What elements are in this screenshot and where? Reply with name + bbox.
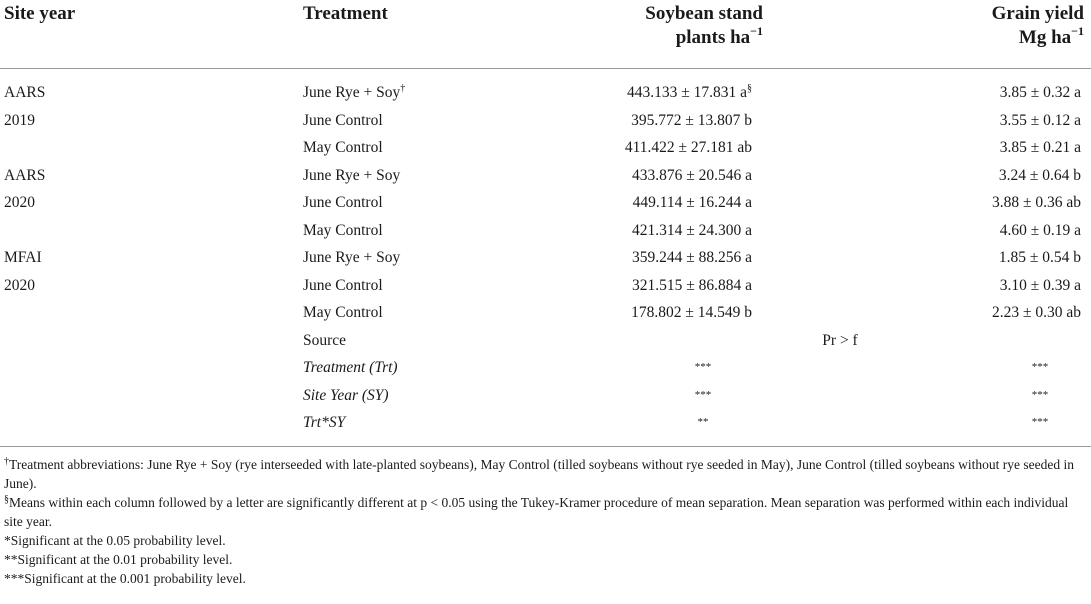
yield-cell: 4.60 ± 0.19 a: [999, 221, 1081, 239]
treatment-cell: [303, 79, 405, 106]
header-yield-line2: [900, 26, 1084, 50]
stand-cell: 411.422 ± 27.181 ab: [624, 139, 752, 156]
stand-significance: ***: [694, 361, 712, 373]
yield-cell: 3.85 ± 0.21 a: [999, 139, 1081, 156]
header-yield-line1: Grain yield: [991, 3, 1084, 24]
stand-cell: 321.515 ± 86.884 a: [631, 276, 752, 294]
treatment-cell: June Control: [303, 111, 383, 129]
dagger-mark: †: [400, 83, 406, 94]
footnote-two-star-text: Significant at the 0.01 probability level.: [17, 552, 233, 567]
footnote-mean-separation: [4, 493, 1087, 531]
yield-cell: 1.85 ± 0.54 b: [998, 249, 1081, 266]
table-bottom-divider: [0, 446, 1091, 447]
table-row: [0, 107, 1091, 134]
yield-significance: ***: [1031, 361, 1049, 373]
table-row: [0, 244, 1091, 271]
header-stand-exponent: −1: [750, 24, 763, 38]
table-row: [0, 134, 1091, 161]
footnote-two-star: [4, 550, 1087, 569]
table-row: [0, 189, 1091, 216]
site-year-cell: MFAI: [4, 249, 42, 266]
yield-significance: ***: [1031, 416, 1049, 428]
footnote-dagger-mark: †: [4, 456, 9, 467]
header-site-year: Site year: [4, 3, 76, 24]
stand-cell: [570, 79, 752, 106]
footnote-three-star-text: Significant at the 0.001 probability level.: [24, 571, 246, 586]
footnote-three-star: [4, 569, 1087, 588]
yield-cell: 2.23 ± 0.30 ab: [991, 304, 1081, 321]
treatment-cell: May Control: [303, 221, 383, 239]
treatment-cell: May Control: [303, 304, 383, 321]
header-treatment: Treatment: [303, 3, 388, 24]
treatment-cell: May Control: [303, 139, 383, 156]
footnote-one-star: [4, 531, 1087, 550]
footnote-one-star-text: Significant at the 0.05 probability level.: [10, 533, 226, 548]
yield-cell: 3.55 ± 0.12 a: [999, 111, 1081, 129]
yield-cell: 3.10 ± 0.39 a: [999, 276, 1081, 294]
header-divider: [0, 68, 1091, 69]
footnote-one-star-mark: *: [4, 533, 11, 548]
anova-source: Treatment (Trt): [303, 359, 398, 376]
anova-source: Trt*SY: [303, 414, 346, 431]
yield-significance: ***: [1031, 388, 1049, 401]
anova-header-row: [0, 327, 1091, 354]
footnote-mean-separation-text: Means within each column followed by a letter are significantly different at p < 0.05 using the Tukey-Kramer procedure of mean separation. Mean separation was performed within each individual site year.: [4, 495, 1069, 529]
source-label: Source: [303, 331, 347, 349]
footnote-three-star-mark: ***: [4, 571, 25, 586]
anova-row: [0, 409, 1091, 436]
header-yield-unit: Mg ha: [1018, 27, 1072, 48]
anova-row: [0, 354, 1091, 381]
header-soybean-stand: [560, 2, 763, 50]
footnote-two-star-mark: **: [4, 552, 18, 567]
anova-row: [0, 382, 1091, 409]
footnote-abbreviations: [4, 455, 1087, 493]
footnote-abbreviations-text: Treatment abbreviations: June Rye + Soy (rye interseeded with late-planted soybeans), May Control (tilled soybeans without rye seeded in May), June Control (tilled soybeans without rye seeded in June).: [4, 457, 1074, 491]
stand-cell: 178.802 ± 14.549 b: [631, 304, 752, 321]
site-year-cell: 2020: [4, 276, 35, 294]
table-row: [0, 79, 1091, 106]
section-mark: §: [747, 83, 752, 94]
header-stand-line1: Soybean stand: [645, 3, 763, 24]
site-year-cell: AARS: [4, 84, 46, 101]
stand-cell: 395.772 ± 13.807 b: [631, 111, 752, 129]
stand-cell: 433.876 ± 20.546 a: [631, 166, 752, 184]
treatment-cell: June Control: [303, 276, 383, 294]
site-year-cell: 2020: [4, 194, 35, 211]
site-year-cell: 2019: [4, 111, 35, 129]
table-row: [0, 217, 1091, 244]
anova-source: Site Year (SY): [303, 386, 389, 404]
treatment-text: June Rye + Soy: [303, 84, 401, 101]
header-stand-line2: [560, 26, 763, 50]
stand-significance: **: [697, 416, 709, 428]
yield-cell: 3.88 ± 0.36 ab: [991, 194, 1081, 211]
stand-cell: 421.314 ± 24.300 a: [631, 221, 752, 239]
yield-cell: 3.24 ± 0.64 b: [998, 166, 1081, 184]
header-stand-unit: plants ha: [675, 27, 751, 48]
stand-text: 443.133 ± 17.831 a: [626, 84, 747, 101]
pr-f-label: Pr > f: [822, 331, 858, 349]
footnote-section-mark: §: [4, 494, 9, 505]
site-year-cell: AARS: [4, 166, 46, 184]
table-row: [0, 162, 1091, 189]
header-grain-yield: [900, 2, 1084, 50]
header-yield-exponent: −1: [1071, 24, 1084, 38]
table-row: [0, 299, 1091, 326]
yield-cell: 3.85 ± 0.32 a: [999, 84, 1081, 101]
treatment-cell: June Rye + Soy: [303, 166, 401, 184]
treatment-cell: June Control: [303, 194, 383, 211]
stand-cell: 449.114 ± 16.244 a: [632, 194, 752, 211]
stand-cell: 359.244 ± 88.256 a: [631, 249, 752, 266]
table-row: [0, 272, 1091, 299]
stand-significance: ***: [694, 388, 712, 401]
treatment-cell: June Rye + Soy: [303, 249, 401, 266]
